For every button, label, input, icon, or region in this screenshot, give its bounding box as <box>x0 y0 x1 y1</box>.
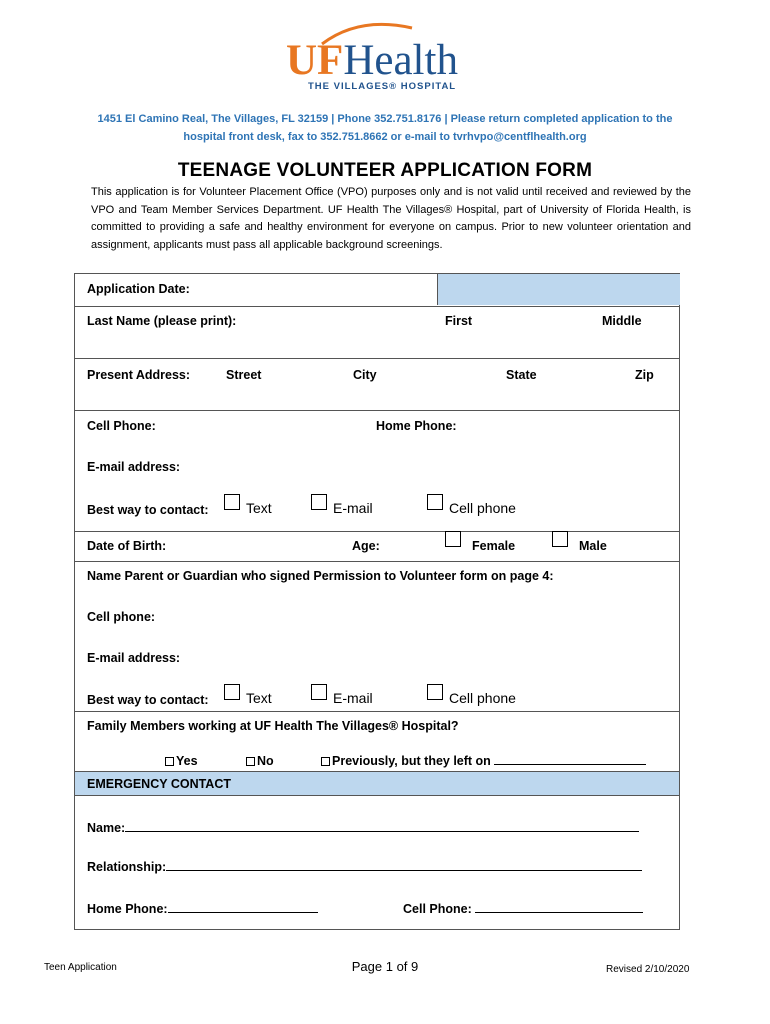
previously-checkbox[interactable] <box>321 757 330 766</box>
cell-phone-option-label: Cell phone <box>449 500 516 516</box>
first-name-label: First <box>445 314 473 328</box>
state-label: State <box>506 368 537 382</box>
emergency-contact-title: EMERGENCY CONTACT <box>87 777 231 791</box>
guardian-text-checkbox[interactable] <box>224 684 240 700</box>
email-option-label: E-mail <box>333 500 373 516</box>
no-label: No <box>257 754 274 768</box>
city-label: City <box>353 368 377 382</box>
emergency-contact-header <box>75 771 679 795</box>
zip-label: Zip <box>635 368 654 382</box>
text-checkbox[interactable] <box>224 494 240 510</box>
application-form-table <box>74 273 680 930</box>
ec-relationship-line[interactable] <box>166 869 642 871</box>
female-checkbox[interactable] <box>445 531 461 547</box>
previously-label: Previously, but they left on <box>332 754 491 768</box>
guardian-row <box>75 561 679 711</box>
application-date-label: Application Date: <box>87 282 190 296</box>
guardian-cell-option-label: Cell phone <box>449 690 516 706</box>
contact-info <box>60 110 710 146</box>
text-option-label: Text <box>246 500 272 516</box>
logo-uf-text: UF <box>286 37 344 84</box>
guardian-best-way-label: Best way to contact: <box>87 693 209 707</box>
logo-health-text: Health <box>343 37 458 84</box>
guardian-cell-checkbox[interactable] <box>427 684 443 700</box>
email-label: E-mail address: <box>87 460 181 474</box>
age-label: Age: <box>352 539 380 553</box>
ec-cell-phone-label: Cell Phone: <box>403 902 472 916</box>
male-checkbox[interactable] <box>552 531 568 547</box>
cell-phone-label: Cell Phone: <box>87 419 156 433</box>
email-checkbox[interactable] <box>311 494 327 510</box>
footer-left: Teen Application <box>44 962 117 973</box>
yes-checkbox[interactable] <box>165 757 174 766</box>
form-title: TEENAGE VOLUNTEER APPLICATION FORM <box>177 160 593 181</box>
guardian-email-option-label: E-mail <box>333 690 373 706</box>
no-checkbox[interactable] <box>246 757 255 766</box>
ec-relationship-label: Relationship: <box>87 860 167 874</box>
application-date-field[interactable] <box>437 274 680 305</box>
ec-name-label: Name: <box>87 821 126 835</box>
intro-paragraph: This application is for Volunteer Placement Office (VPO) purposes only and is not valid until received and reviewed by the VPO and Team Member Services Department. UF Health The Villages® Hospital, part of University of Florida Health, is committed to providing a safe and healthy environment for everyone on campus. Prior to new volunteer orientation and assignment, applicants must pass all applicable background screenings. <box>91 186 691 251</box>
present-address-label: Present Address: <box>87 368 191 382</box>
ec-cell-phone-line[interactable] <box>475 911 643 913</box>
ec-home-phone-label: Home Phone: <box>87 902 168 916</box>
address-row[interactable] <box>75 358 679 410</box>
guardian-email-label: E-mail address: <box>87 651 181 665</box>
guardian-text-option-label: Text <box>246 690 272 706</box>
street-label: Street <box>226 368 262 382</box>
ec-name-line[interactable] <box>125 830 639 832</box>
emergency-contact-row <box>75 795 679 930</box>
female-label: Female <box>472 539 516 553</box>
name-row[interactable] <box>75 306 679 358</box>
guardian-email-checkbox[interactable] <box>311 684 327 700</box>
contact-row <box>75 410 679 531</box>
contact-line-1: 1451 El Camino Real, The Villages, FL 32159 | Phone 352.751.8176 | Please return completed application to the <box>97 113 673 125</box>
dob-label: Date of Birth: <box>87 539 167 553</box>
ec-home-phone-line[interactable] <box>168 911 318 913</box>
uf-health-logo <box>284 18 494 98</box>
contact-line-2: hospital front desk, fax to 352.751.8662 or e-mail to tvrhvpo@centflhealth.org <box>183 131 587 143</box>
family-label: Family Members working at UF Health The Villages® Hospital? <box>87 719 459 733</box>
application-date-row <box>75 274 679 306</box>
best-way-label: Best way to contact: <box>87 503 209 517</box>
guardian-label: Name Parent or Guardian who signed Permission to Volunteer form on page 4: <box>87 569 554 583</box>
last-name-label: Last Name (please print): <box>87 314 237 328</box>
guardian-cell-label: Cell phone: <box>87 610 156 624</box>
cell-phone-checkbox[interactable] <box>427 494 443 510</box>
home-phone-label: Home Phone: <box>376 419 457 433</box>
family-row <box>75 711 679 771</box>
footer-page-number: Page 1 of 9 <box>351 959 419 974</box>
previously-date-line[interactable] <box>494 763 646 765</box>
dob-row <box>75 531 679 561</box>
yes-label: Yes <box>176 754 198 768</box>
footer-revised: Revised 2/10/2020 <box>606 964 690 975</box>
middle-name-label: Middle <box>602 314 642 328</box>
logo-subtitle: THE VILLAGES® HOSPITAL <box>308 81 457 92</box>
male-label: Male <box>579 539 607 553</box>
